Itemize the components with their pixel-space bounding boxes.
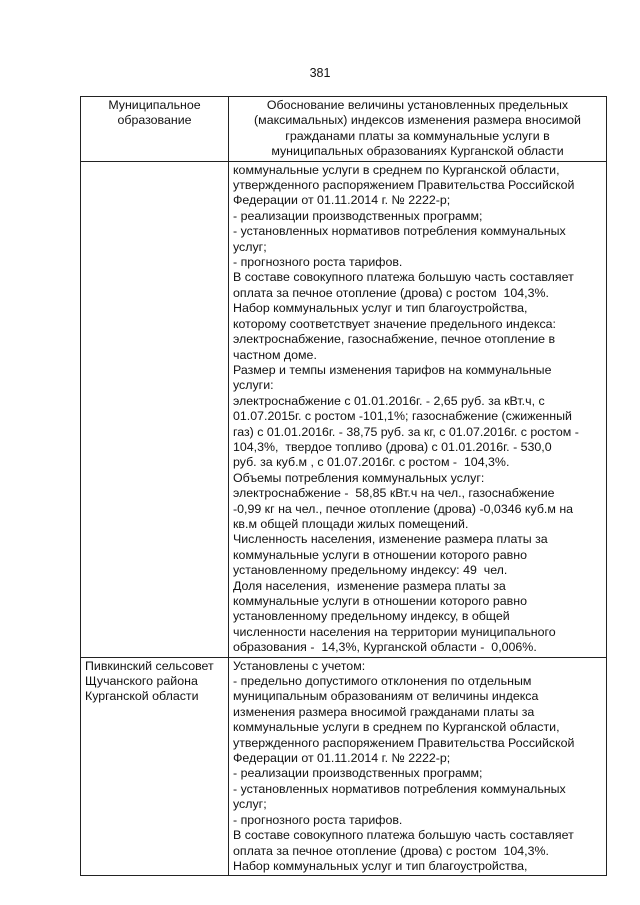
justification-line: Федерации от 01.11.2014 г. № 2222-р;: [233, 751, 451, 766]
justification-line: коммунальные услуги в отношении которого равно: [233, 547, 527, 562]
justification-line: - реализации производственных программ;: [233, 208, 483, 223]
municipality-name: Пивкинский сельсовет Щучанского района Курганской области: [85, 658, 214, 704]
justification-line: оплата за печное отопление (дрова) с ростом 104,3%.: [233, 285, 549, 300]
justification-table: [80, 96, 607, 876]
justification-line: муниципальным образованиям от величины индекса: [233, 689, 539, 704]
justification-line: Объемы потребления коммунальных услуг:: [233, 470, 485, 485]
justification-line: 104,3%, твердое топливо (дрова) с 01.01.2016г. - 530,0: [233, 439, 552, 454]
justification-line: - реализации производственных программ;: [233, 766, 483, 781]
justification-line: Федерации от 01.11.2014 г. № 2222-р;: [233, 193, 451, 208]
header-justification-text: Обоснование величины установленных предельных (максимальных) индексов изменения размера вносимой гражданами платы за коммунальные услуги в муниципальных образованиях Курганской области: [254, 98, 581, 159]
justification-line: частном доме.: [233, 347, 317, 362]
justification-line: - установленных нормативов потребления коммунальных: [233, 224, 566, 239]
justification-line: которому соответствует значение предельного индекса:: [233, 316, 556, 331]
justification-line: Размер и темпы изменения тарифов на коммунальные: [233, 362, 552, 377]
justification-line: электроснабжение с 01.01.2016г. - 2,65 руб. за кВт.ч, с: [233, 393, 545, 408]
justification-line: - установленных нормативов потребления коммунальных: [233, 781, 566, 796]
justification-cell: [229, 657, 607, 876]
justification-line: - предельно допустимого отклонения по отдельным: [233, 674, 532, 689]
justification-line: установленному предельному индексу: 49 чел.: [233, 563, 508, 578]
justification-line: газ) с 01.01.2016г. - 38,75 руб. за кг, с 01.07.2016г. с ростом -: [233, 424, 579, 439]
justification-line: оплата за печное отопление (дрова) с ростом 104,3%.: [233, 843, 549, 858]
justification-line: В составе совокупного платежа большую часть составляет: [233, 270, 574, 285]
municipality-cell: [81, 161, 229, 657]
table-row: [81, 657, 607, 876]
justification-line: В составе совокупного платежа большую часть составляет: [233, 828, 574, 843]
justification-line: кв.м общей площади жилых помещений.: [233, 516, 469, 531]
justification-line: услуги:: [233, 378, 274, 393]
justification-line: Набор коммунальных услуг и тип благоустройства,: [233, 301, 528, 316]
justification-line: - прогнозного роста тарифов.: [233, 812, 403, 827]
justification-line: услуг;: [233, 797, 267, 812]
table-row: [81, 161, 607, 657]
justification-line: образования - 14,3%, Курганской области - 0,006%.: [233, 640, 537, 655]
justification-line: коммунальные услуги в среднем по Курганской области,: [233, 162, 560, 177]
justification-line: Набор коммунальных услуг и тип благоустройства,: [233, 858, 528, 873]
justification-line: установленному предельному индексу, в общей: [233, 609, 510, 624]
justification-line: руб. за куб.м , с 01.07.2016г. с ростом - 104,3%.: [233, 455, 510, 470]
justification-line: электроснабжение, газоснабжение, печное отопление в: [233, 332, 556, 347]
municipality-cell: [81, 657, 229, 876]
justification-line: Доля населения, изменение размера платы за: [233, 578, 506, 593]
justification-line: численности населения на территории муниципального: [233, 624, 556, 639]
justification-line: услуг;: [233, 239, 267, 254]
justification-line: утвержденного распоряжением Правительства Российской: [233, 735, 575, 750]
justification-line: коммунальные услуги в отношении которого равно: [233, 594, 527, 608]
justification-line: электроснабжение - 58,85 кВт.ч на чел., газоснабжение: [233, 486, 555, 501]
justification-line: коммунальные услуги в среднем по Курганской области,: [233, 720, 560, 735]
justification-line: изменения размера вносимой гражданами платы за: [233, 704, 535, 719]
header-municipality: [81, 97, 229, 162]
justification-line: -0,99 кг на чел., печное отопление (дрова) -0,0346 куб.м на: [233, 501, 574, 516]
header-justification: [229, 97, 607, 162]
justification-line: - прогнозного роста тарифов.: [233, 255, 403, 270]
justification-cell: [229, 161, 607, 657]
justification-line: Численность населения, изменение размера платы за: [233, 532, 548, 547]
justification-line: Установлены с учетом:: [233, 658, 366, 673]
justification-line: 01.07.2015г. с ростом -101,1%; газоснабжение (сжиженный: [233, 409, 572, 424]
page-number: 381: [309, 66, 331, 80]
justification-line: утвержденного распоряжением Правительства Российской: [233, 178, 575, 193]
table-header-row: [81, 97, 607, 162]
header-municipality-text: Муниципальное образование: [108, 98, 201, 128]
